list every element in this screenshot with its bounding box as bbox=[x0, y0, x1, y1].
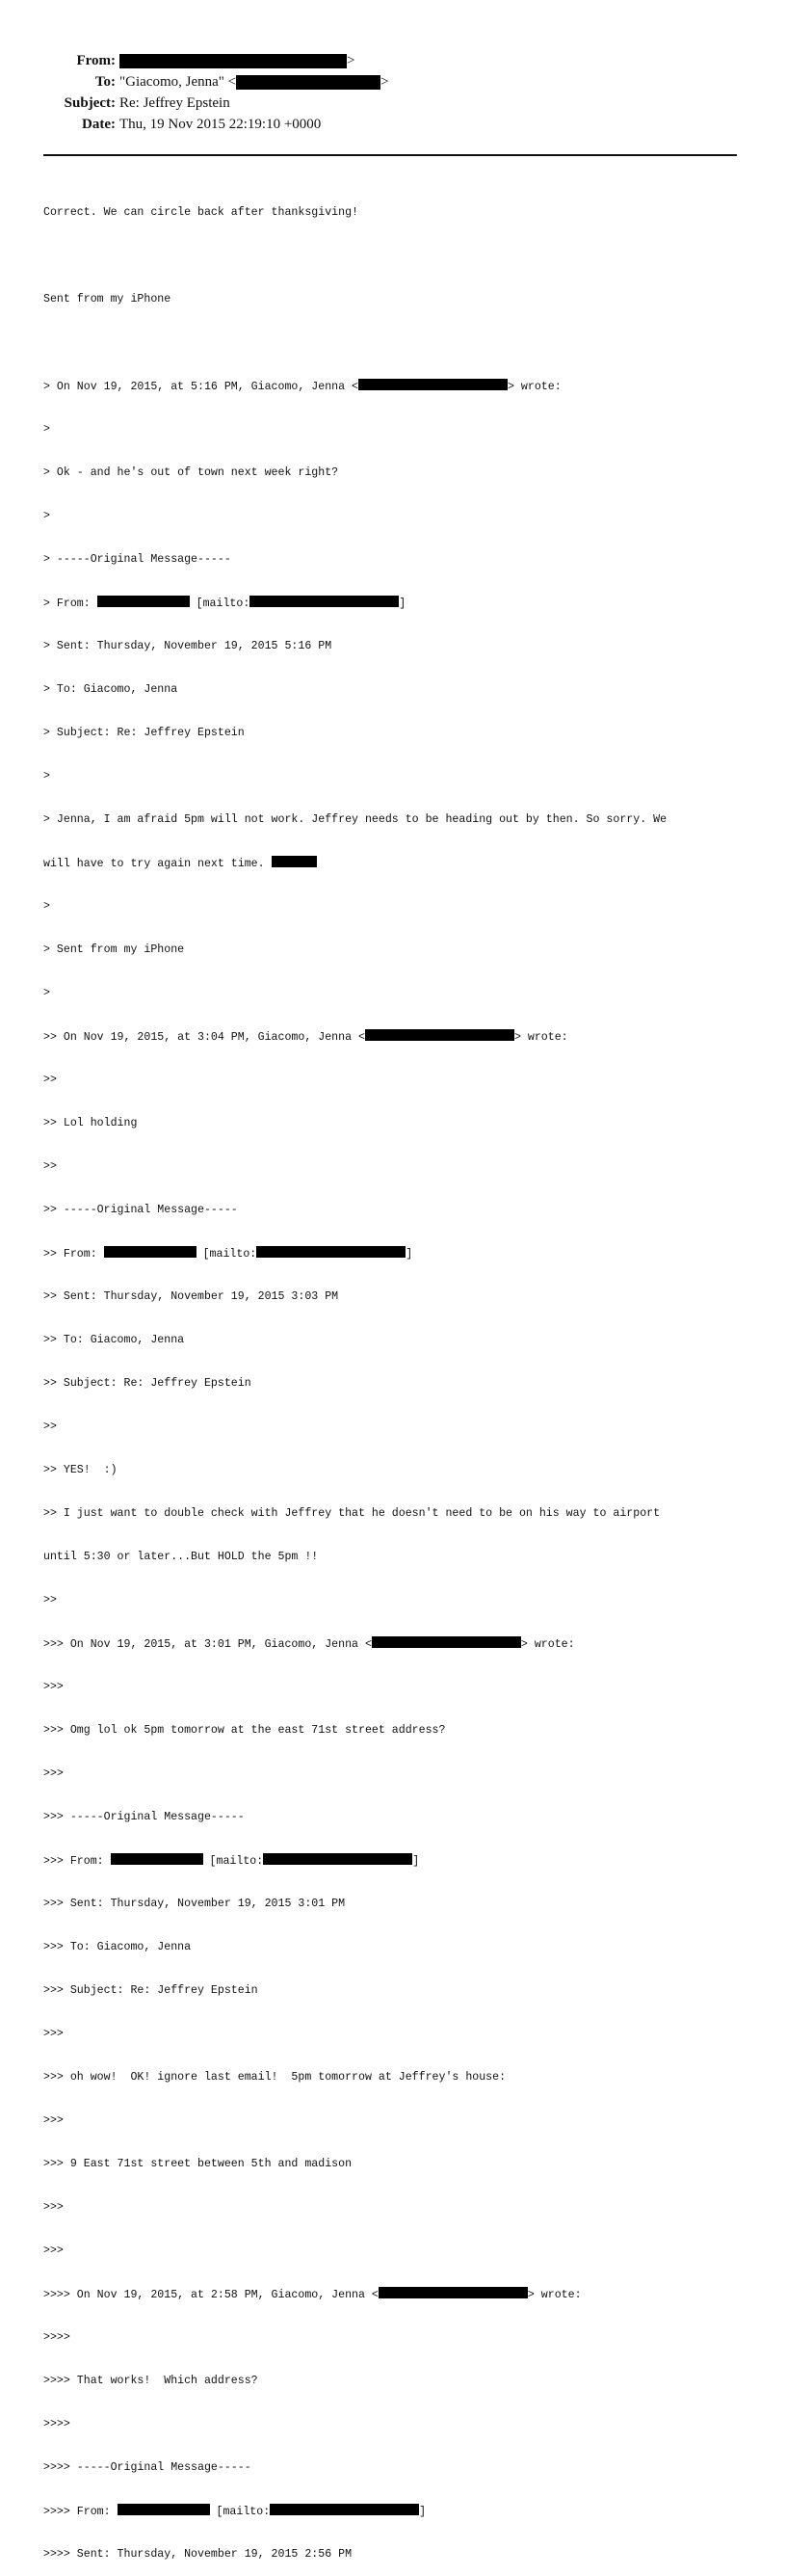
body-line: >>> bbox=[43, 1681, 64, 1693]
redaction-box bbox=[111, 1853, 203, 1865]
mailto-text: [mailto: bbox=[189, 598, 250, 610]
body-line: > bbox=[43, 987, 50, 999]
body-line: > Sent from my iPhone bbox=[43, 943, 185, 956]
body-line: > bbox=[43, 900, 50, 913]
quote-header-text: >>> On Nov 19, 2015, at 3:01 PM, Giacomo, Jenna < bbox=[43, 1638, 372, 1651]
from-text: >>>> From: bbox=[43, 2506, 118, 2518]
redaction-box bbox=[104, 1246, 196, 1258]
body-line: >>> bbox=[43, 1767, 64, 1780]
email-body bbox=[43, 176, 756, 2576]
body-line: > bbox=[43, 770, 50, 783]
blank-line bbox=[43, 249, 756, 263]
from-line bbox=[43, 1246, 756, 1261]
mailto-close: ] bbox=[419, 2506, 427, 2518]
mailto-text: [mailto: bbox=[202, 1855, 264, 1868]
body-line: >> bbox=[43, 1594, 57, 1607]
quote-header-text: >> On Nov 19, 2015, at 3:04 PM, Giacomo, Jenna < bbox=[43, 1031, 365, 1044]
quote-header-suffix: > wrote: bbox=[520, 1638, 575, 1651]
date-value: Thu, 19 Nov 2015 22:19:10 +0000 bbox=[119, 117, 322, 132]
from-suffix: > bbox=[347, 53, 355, 68]
to-row bbox=[0, 71, 786, 93]
redaction-box bbox=[358, 379, 508, 390]
body-line: until 5:30 or later...But HOLD the 5pm !! bbox=[43, 1551, 319, 1563]
redaction-box bbox=[272, 856, 317, 867]
body-line: >>> 9 East 71st street between 5th and madison bbox=[43, 2158, 353, 2170]
blank-line bbox=[43, 335, 756, 350]
to-suffix: > bbox=[380, 74, 389, 90]
quote-header-suffix: > wrote: bbox=[527, 2289, 582, 2301]
body-line: Correct. We can circle back after thanksgiving! bbox=[43, 206, 358, 219]
body-line: >> Sent: Thursday, November 19, 2015 3:03 PM bbox=[43, 1290, 339, 1303]
redaction-box bbox=[249, 596, 399, 607]
email-header bbox=[0, 50, 786, 135]
body-line: >> To: Giacomo, Jenna bbox=[43, 1334, 185, 1346]
from-line bbox=[43, 596, 756, 610]
quote-header-line bbox=[43, 1029, 756, 1044]
mailto-close: ] bbox=[406, 1248, 413, 1261]
body-line: >>> Subject: Re: Jeffrey Epstein bbox=[43, 1984, 258, 1997]
body-line: >>> -----Original Message----- bbox=[43, 1811, 245, 1823]
redaction-box bbox=[119, 54, 347, 68]
from-text: >> From: bbox=[43, 1248, 104, 1261]
body-line: >> bbox=[43, 1421, 57, 1433]
mailto-text: [mailto: bbox=[209, 2506, 271, 2518]
date-label: Date: bbox=[82, 117, 116, 132]
from-text: > From: bbox=[43, 598, 97, 610]
redaction-box bbox=[365, 1029, 514, 1041]
from-label: From: bbox=[76, 53, 116, 68]
body-line: >>>> That works! Which address? bbox=[43, 2375, 258, 2387]
from-value bbox=[119, 50, 354, 71]
redaction-box bbox=[379, 2287, 528, 2298]
from-row bbox=[0, 50, 786, 71]
subject-label: Subject: bbox=[64, 95, 116, 111]
body-line: >>>> bbox=[43, 2418, 70, 2430]
body-line: Sent from my iPhone bbox=[43, 293, 171, 305]
body-line: >>> bbox=[43, 2244, 64, 2257]
quote-header-line bbox=[43, 2287, 756, 2301]
to-name: "Giacomo, Jenna" < bbox=[119, 74, 237, 90]
from-text: >>> From: bbox=[43, 1855, 111, 1868]
body-line: > bbox=[43, 423, 50, 436]
redaction-box bbox=[270, 2504, 419, 2515]
body-line: >>> bbox=[43, 2114, 64, 2127]
body-line: >> bbox=[43, 1160, 57, 1173]
redaction-box bbox=[236, 75, 380, 90]
body-line: >>> bbox=[43, 2201, 64, 2214]
body-line: >>> Omg lol ok 5pm tomorrow at the east 71st street address? bbox=[43, 1724, 446, 1737]
to-label: To: bbox=[94, 74, 116, 90]
body-line: >> -----Original Message----- bbox=[43, 1204, 238, 1216]
subject-value: Re: Jeffrey Epstein bbox=[119, 95, 230, 111]
subject-row bbox=[0, 93, 786, 114]
body-line: >> YES! :) bbox=[43, 1464, 118, 1476]
mailto-close: ] bbox=[412, 1855, 420, 1868]
body-line: >>>> bbox=[43, 2331, 70, 2344]
redaction-box bbox=[263, 1853, 412, 1865]
redaction-box bbox=[118, 2504, 210, 2515]
body-line: > To: Giacomo, Jenna bbox=[43, 683, 178, 696]
body-line: >> Subject: Re: Jeffrey Epstein bbox=[43, 1377, 251, 1390]
quote-header-suffix: > wrote: bbox=[508, 381, 562, 393]
redaction-box bbox=[97, 596, 190, 607]
body-line: >>> Sent: Thursday, November 19, 2015 3:01 PM bbox=[43, 1898, 346, 1910]
redaction-box bbox=[256, 1246, 406, 1258]
body-line: >> Lol holding bbox=[43, 1117, 138, 1129]
quote-header-text: >>>> On Nov 19, 2015, at 2:58 PM, Giacomo, Jenna < bbox=[43, 2289, 379, 2301]
date-row bbox=[0, 114, 786, 135]
body-text: will have to try again next time. bbox=[43, 858, 272, 870]
from-line bbox=[43, 1853, 756, 1868]
quote-header-suffix: > wrote: bbox=[513, 1031, 568, 1044]
body-line: > -----Original Message----- bbox=[43, 553, 231, 566]
body-line: > Jenna, I am afraid 5pm will not work. Jeffrey needs to be heading out by then. So sorry. We bbox=[43, 813, 668, 826]
body-line: > Ok - and he's out of town next week right? bbox=[43, 466, 339, 479]
header-divider bbox=[43, 154, 737, 156]
quote-header-line bbox=[43, 1636, 756, 1651]
mailto-close: ] bbox=[399, 598, 406, 610]
body-line: >> bbox=[43, 1074, 57, 1086]
body-line bbox=[43, 856, 756, 870]
body-line: > bbox=[43, 510, 50, 522]
mailto-text: [mailto: bbox=[196, 1248, 257, 1261]
body-line: >>> bbox=[43, 2028, 64, 2040]
body-line: > Subject: Re: Jeffrey Epstein bbox=[43, 727, 245, 739]
body-line: >>>> -----Original Message----- bbox=[43, 2461, 251, 2474]
redaction-box bbox=[372, 1636, 521, 1648]
to-value bbox=[119, 71, 389, 93]
body-line: > Sent: Thursday, November 19, 2015 5:16 PM bbox=[43, 640, 332, 652]
body-line: >> I just want to double check with Jeffrey that he doesn't need to be on his way to airport bbox=[43, 1507, 661, 1520]
body-line: >>> To: Giacomo, Jenna bbox=[43, 1941, 192, 1953]
from-line bbox=[43, 2504, 756, 2518]
body-line: >>> oh wow! OK! ignore last email! 5pm tomorrow at Jeffrey's house: bbox=[43, 2071, 507, 2084]
quote-header-text: > On Nov 19, 2015, at 5:16 PM, Giacomo, Jenna < bbox=[43, 381, 358, 393]
quote-header-line bbox=[43, 379, 756, 393]
body-line: >>>> Sent: Thursday, November 19, 2015 2:56 PM bbox=[43, 2548, 353, 2561]
